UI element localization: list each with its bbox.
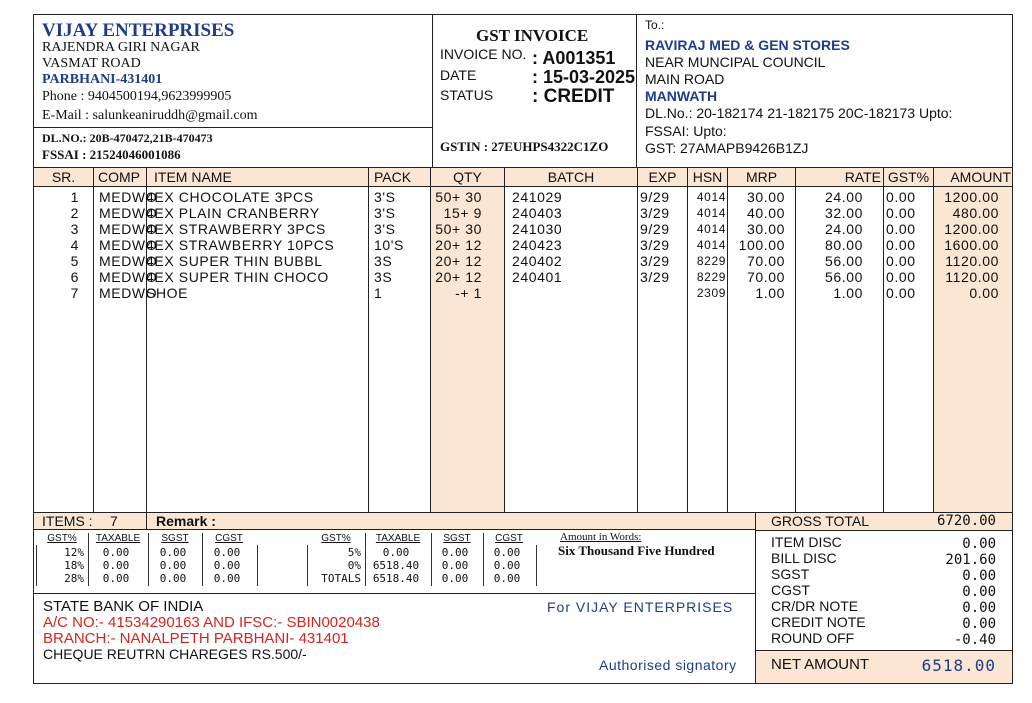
for-company-label: For VIJAY ENTERPRISES — [547, 599, 734, 615]
cell-qty: 50+ 30 — [435, 221, 482, 237]
cell-amount: 0.00 — [969, 285, 999, 301]
gst-cell: TOTALS — [321, 572, 361, 585]
cell-exp: 3/29 — [640, 237, 670, 253]
cell-qty: 20+ 12 — [435, 237, 482, 253]
gst-cell: 0.00 — [441, 572, 469, 585]
border-right — [1012, 14, 1013, 684]
cell-rate: 24.00 — [824, 189, 863, 205]
cell-gst: 0.00 — [886, 205, 916, 221]
gross-total-label: GROSS TOTAL — [771, 513, 870, 529]
header-item-name: ITEM NAME — [154, 169, 232, 185]
col-div-sr — [93, 167, 94, 512]
cell-exp: 3/29 — [640, 253, 670, 269]
cell-pack: 3'S — [374, 221, 396, 237]
totals-line-label: CREDIT NOTE — [771, 614, 866, 630]
cell-amount: 1600.00 — [944, 237, 999, 253]
cell-hsn: 8229 — [696, 254, 726, 268]
cell-gst: 0.00 — [886, 189, 916, 205]
totals-line-label: ITEM DISC — [771, 534, 842, 550]
gst-cell: 0.00 — [213, 546, 241, 559]
gst-cell: 0.00 — [493, 559, 521, 572]
header-comp: COMP — [98, 169, 140, 185]
net-row-top — [755, 650, 1013, 651]
invoice-no-label: INVOICE NO. — [440, 46, 527, 62]
gst-cell: 28% — [64, 572, 84, 585]
cheque-return-charges: CHEQUE REUTRN CHAREGES RS.500/- — [43, 646, 307, 662]
cell-qty: 20+ 12 — [435, 269, 482, 285]
header-batch: BATCH — [547, 169, 595, 185]
totals-line-value: 0.00 — [962, 616, 996, 632]
bank-branch: BRANCH:- NANALPETH PARBHANI- 431401 — [43, 630, 349, 647]
invoice-title: GST INVOICE — [476, 26, 589, 45]
gst-cell: 0.00 — [159, 546, 187, 559]
invoice-date-value: : 15-03-2025 — [532, 67, 636, 87]
cell-hsn: 4014 — [696, 190, 726, 204]
seller-email: E-Mail : salunkeaniruddh@gmail.com — [42, 108, 258, 123]
cell-exp: 9/29 — [640, 221, 670, 237]
cell-sr: 1 — [70, 189, 79, 205]
cell-item: 4EX STRAWBERRY 10PCS — [146, 237, 335, 253]
totals-line-label: SGST — [771, 566, 810, 582]
cell-batch: 240403 — [512, 205, 563, 221]
cell-item: 4EX CHOCOLATE 3PCS — [146, 189, 314, 205]
cell-gst: 0.00 — [886, 269, 916, 285]
cell-item: 4EX PLAIN CRANBERRY — [146, 205, 320, 221]
totals-line-value: 201.60 — [945, 552, 996, 568]
bank-name: STATE BANK OF INDIA — [43, 598, 204, 615]
cell-comp: MEDWO — [99, 221, 158, 237]
table-header-bottom — [33, 186, 1013, 187]
seller-city: PARBHANI-431401 — [42, 72, 163, 87]
gst-header-cell: CGST — [495, 533, 523, 544]
table-top — [33, 167, 1013, 168]
cell-amount: 1200.00 — [944, 221, 999, 237]
cell-sr: 5 — [70, 253, 79, 269]
invoice-date-label: DATE — [440, 67, 477, 83]
seller-gstin: GSTIN : 27EUHPS4322C1ZO — [440, 139, 609, 154]
cell-sr: 2 — [70, 205, 79, 221]
buyer-city: MANWATH — [645, 88, 718, 104]
bank-account: A/C NO:- 41534290163 AND IFSC:- SBIN0020438 — [43, 614, 380, 631]
gst-cell: 0.00 — [382, 546, 410, 559]
cell-comp: MEDWO — [99, 237, 158, 253]
net-amount-value: 6518.00 — [921, 656, 996, 675]
cell-rate: 80.00 — [824, 237, 863, 253]
totals-line-label: BILL DISC — [771, 550, 837, 566]
gst-header-cell: GST% — [47, 533, 77, 544]
gst-cell: 6518.40 — [372, 572, 420, 585]
totals-line-value: 0.00 — [962, 600, 996, 616]
cell-batch: 241029 — [512, 189, 563, 205]
cell-mrp: 30.00 — [746, 221, 785, 237]
header-qty: QTY — [453, 169, 482, 185]
cell-hsn: 4014 — [696, 206, 726, 220]
cell-exp: 3/29 — [640, 269, 670, 285]
amount-in-words: Six Thousand Five Hundred — [558, 543, 715, 558]
cell-batch: 240402 — [512, 253, 563, 269]
totals-line-label: ROUND OFF — [771, 630, 855, 646]
header-mrp: MRP — [745, 169, 778, 185]
cell-batch: 240423 — [512, 237, 563, 253]
gst-cell: 0.00 — [159, 559, 187, 572]
amount-in-words-label: Amount in Words: — [560, 531, 642, 543]
seller-address-2: VASMAT ROAD — [42, 56, 141, 71]
cell-sr: 6 — [70, 269, 79, 285]
cell-mrp: 100.00 — [738, 237, 785, 253]
gross-total-value: 6720.00 — [936, 513, 996, 529]
remark-label: Remark : — [156, 513, 216, 529]
header-divider-2 — [636, 14, 637, 167]
items-row-shade — [34, 512, 755, 530]
buyer-fssai: FSSAI: Upto: — [645, 123, 727, 139]
totals-line-value: 0.00 — [962, 584, 996, 600]
buyer-to-label: To.: — [645, 18, 665, 32]
gst-cell: 0.00 — [159, 572, 187, 585]
cell-item: 4EX STRAWBERRY 3PCS — [146, 221, 326, 237]
cell-sr: 4 — [70, 237, 79, 253]
cell-sr: 3 — [70, 221, 79, 237]
cell-rate: 32.00 — [824, 205, 863, 221]
header-hsn: HSN — [692, 169, 723, 185]
gst-cell: 0.00 — [441, 546, 469, 559]
seller-phone: Phone : 9404500194,9623999905 — [42, 89, 232, 104]
cell-item: 4EX SUPER THIN BUBBL — [146, 253, 323, 269]
cell-pack: 10'S — [374, 237, 404, 253]
gst-header-cell: SGST — [161, 533, 189, 544]
cell-qty: 15+ 9 — [443, 205, 482, 221]
cell-amount: 480.00 — [952, 205, 999, 221]
buyer-gst: GST: 27AMAPB9426B1ZJ — [645, 140, 809, 156]
invoice-no-value: : A001351 — [532, 48, 616, 68]
gst-cell: 0.00 — [102, 546, 130, 559]
totals-line-value: 0.00 — [962, 536, 996, 552]
cell-hsn: 8229 — [696, 270, 726, 284]
col-div-pack — [430, 167, 431, 512]
buyer-dl-number: DL.No.: 20-182174 21-182175 20C-182173 Upto: — [645, 105, 953, 121]
items-count: 7 — [110, 513, 118, 529]
seller-address-1: RAJENDRA GIRI NAGAR — [42, 40, 200, 55]
gst-cell: 5% — [347, 546, 361, 559]
cell-rate: 56.00 — [824, 269, 863, 285]
cell-pack: 3'S — [374, 205, 396, 221]
cell-qty: 20+ 12 — [435, 253, 482, 269]
gst-header-cell: SGST — [443, 533, 471, 544]
cell-gst: 0.00 — [886, 237, 916, 253]
cell-rate: 56.00 — [824, 253, 863, 269]
totals-line-value: -0.40 — [953, 632, 996, 648]
seller-dl-number: DL.NO.: 20B-470472,21B-470473 — [42, 131, 213, 145]
cell-comp: MEDWO — [99, 205, 158, 221]
gst-cell: 0% — [347, 559, 361, 572]
cell-hsn: 4014 — [696, 222, 726, 236]
cell-qty: 50+ 30 — [435, 189, 482, 205]
header-rate: RATE — [844, 169, 881, 185]
cell-mrp: 70.00 — [746, 269, 785, 285]
header-amount: AMOUNT — [950, 169, 1011, 185]
totals-line-value: 0.00 — [962, 568, 996, 584]
totals-left-divider — [755, 512, 756, 684]
cell-rate: 1.00 — [833, 285, 863, 301]
header-exp: EXP — [648, 169, 677, 185]
cell-mrp: 40.00 — [746, 205, 785, 221]
gst-cell: 12% — [64, 546, 84, 559]
cell-mrp: 70.00 — [746, 253, 785, 269]
col-div-qty — [504, 167, 505, 512]
cell-hsn: 2309 — [696, 286, 726, 300]
gst-cell: 0.00 — [493, 572, 521, 585]
cell-hsn: 4014 — [696, 238, 726, 252]
header-pack: PACK — [374, 169, 412, 185]
cell-item: 4EX SUPER THIN CHOCO — [146, 269, 329, 285]
totals-line-label: CGST — [771, 582, 810, 598]
cell-item: SHOE — [146, 285, 189, 301]
buyer-address-1: NEAR MUNCIPAL COUNCIL — [645, 54, 826, 70]
cell-pack: 3'S — [374, 189, 396, 205]
gst-header-cell: GST% — [321, 533, 351, 544]
cell-gst: 0.00 — [886, 253, 916, 269]
invoice-status-label: STATUS — [440, 87, 494, 103]
cell-qty: -+ 1 — [455, 285, 482, 301]
gst-header-cell: CGST — [215, 533, 243, 544]
cell-sr: 7 — [70, 285, 79, 301]
cell-gst: 0.00 — [886, 221, 916, 237]
cell-mrp: 1.00 — [755, 285, 785, 301]
header-divider-1 — [432, 14, 433, 167]
header-gst-percent: GST% — [887, 169, 930, 185]
header-sr: SR. — [51, 169, 76, 185]
buyer-address-2: MAIN ROAD — [645, 71, 725, 87]
gst-cell: 0.00 — [493, 546, 521, 559]
seller-dl-divider — [33, 127, 433, 128]
cell-pack: 1 — [374, 285, 383, 301]
bank-section-top — [33, 593, 755, 594]
cell-exp: 3/29 — [640, 205, 670, 221]
gst-cell: 0.00 — [213, 572, 241, 585]
gst-cell: 0.00 — [213, 559, 241, 572]
gst-cell: 6518.40 — [372, 559, 420, 572]
gst-cell: 0.00 — [441, 559, 469, 572]
cell-mrp: 30.00 — [746, 189, 785, 205]
seller-name: VIJAY ENTERPRISES — [42, 20, 235, 41]
cell-pack: 3S — [374, 253, 393, 269]
net-amount-label: NET AMOUNT — [771, 656, 870, 673]
cell-batch: 240401 — [512, 269, 563, 285]
col-div-rate — [883, 167, 884, 512]
cell-comp: MEDWO — [99, 253, 158, 269]
cell-exp: 9/29 — [640, 189, 670, 205]
cell-comp: MEDWO — [99, 269, 158, 285]
items-row-bottom — [33, 529, 755, 530]
cell-batch: 241030 — [512, 221, 563, 237]
gst-header-cell: TAXABLE — [375, 533, 421, 544]
cell-comp: MEDWO — [99, 285, 158, 301]
gst-header-cell: TAXABLE — [95, 533, 141, 544]
cell-amount: 1120.00 — [945, 269, 999, 285]
invoice-status-value: : CREDIT — [532, 86, 615, 107]
border-bottom — [33, 683, 1013, 684]
border-top — [33, 14, 1013, 15]
authorised-signatory: Authorised signatory — [599, 657, 737, 673]
items-label: ITEMS : — [42, 513, 93, 529]
cell-pack: 3S — [374, 269, 393, 285]
cell-amount: 1120.00 — [945, 253, 999, 269]
cell-rate: 24.00 — [824, 221, 863, 237]
col-div-batch — [637, 167, 638, 512]
col-div-item — [368, 167, 369, 512]
gst-cell: 18% — [64, 559, 84, 572]
gross-row-bottom — [755, 530, 1013, 531]
gst-cell: 0.00 — [102, 572, 130, 585]
cell-gst: 0.00 — [886, 285, 916, 301]
border-left — [33, 14, 34, 684]
gst-cell: 0.00 — [102, 559, 130, 572]
buyer-name: RAVIRAJ MED & GEN STORES — [645, 37, 850, 53]
totals-line-label: CR/DR NOTE — [771, 598, 859, 614]
seller-fssai: FSSAI : 21524046001086 — [42, 147, 181, 162]
cell-amount: 1200.00 — [944, 189, 999, 205]
cell-comp: MEDWO — [99, 189, 158, 205]
